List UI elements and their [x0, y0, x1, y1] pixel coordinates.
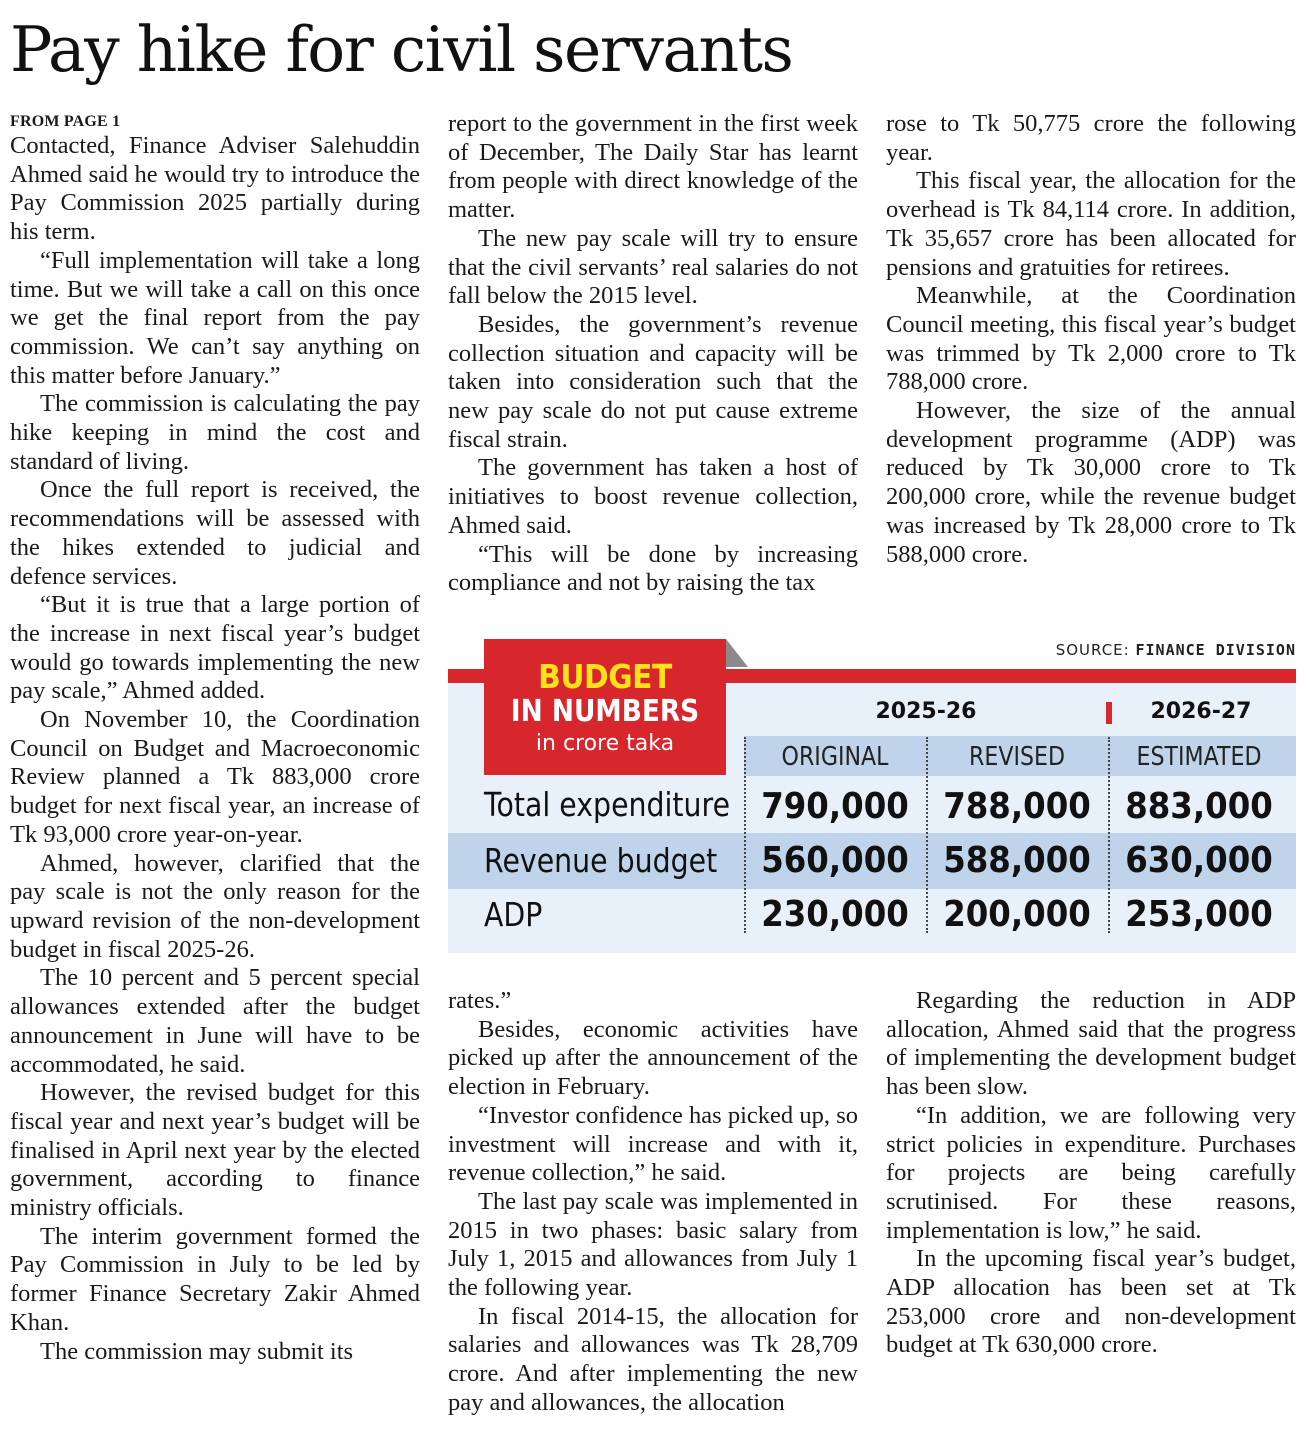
- infographic-title-line1: BUDGET: [538, 657, 672, 696]
- value-revenue-revised: 588,000: [943, 840, 1091, 881]
- paragraph: “But it is true that a large portion of the increase in next fiscal year’s budget would go towards implementing the new pay scale,” Ahmed added.: [10, 591, 420, 705]
- value-total-estimated: 883,000: [1125, 786, 1273, 827]
- column-header-estimated: ESTIMATED: [1136, 742, 1262, 772]
- paragraph: The new pay scale will try to ensure that the civil servants’ real salaries do not fall below the 2015 level.: [448, 224, 858, 310]
- paragraph: The interim government formed the Pay Commission in July to be led by former Finance Secretary Zakir Ahmed Khan.: [10, 1222, 420, 1336]
- column-divider: [926, 737, 928, 933]
- paragraph: Meanwhile, at the Coordination Council meeting, this fiscal year’s budget was trimmed by Tk 2,000 crore to Tk 788,000 crore.: [886, 282, 1296, 396]
- tab-fold-shadow: [726, 639, 748, 667]
- paragraph: In the upcoming fiscal year’s budget, ADP allocation has been set at Tk 253,000 crore and non-development budget at Tk 630,000 crore.: [886, 1245, 1296, 1359]
- year-2026-27: 2026-27: [1150, 699, 1252, 724]
- year-2025-26: 2025-26: [875, 699, 977, 724]
- column-divider: [744, 737, 746, 933]
- value-adp-original: 230,000: [761, 894, 909, 935]
- paragraph: The last pay scale was implemented in 2015 in two phases: basic salary from July 1, 2015 and allowances from July 1 the following year.: [448, 1187, 858, 1302]
- article-column-1: [10, 112, 420, 1366]
- paragraph: rates.”: [448, 987, 512, 1014]
- value-adp-revised: 200,000: [943, 894, 1091, 935]
- column-divider: [1108, 737, 1110, 933]
- paragraph: The 10 percent and 5 percent special allowances extended after the budget announcement in June will have to be accommodated, he said.: [10, 964, 420, 1078]
- paragraph: rose to Tk 50,775 crore the following year.: [886, 110, 1296, 166]
- column-header-revised: REVISED: [969, 742, 1065, 772]
- kicker: FROM PAGE 1: [10, 113, 121, 130]
- paragraph: “Full implementation will take a long time. But we will take a call on this once we get the final report from the pay commission. We can’t say anything on this matter before January.”: [10, 246, 420, 389]
- paragraph: However, the revised budget for this fiscal year and next year’s budget will be finalised in April next year by the elected government, according to finance ministry officials.: [10, 1079, 420, 1222]
- paragraph: However, the size of the annual development programme (ADP) was reduced by Tk 30,000 crore to Tk 200,000 crore, while the revenue budget was increased by Tk 28,000 crore to Tk 588,000 crore.: [886, 397, 1296, 568]
- article-column-2-top: [448, 110, 858, 598]
- paragraph: “Investor confidence has picked up, so investment will increase and with it, revenue collection,” he said.: [448, 1101, 858, 1187]
- paragraph: Regarding the reduction in ADP allocation, Ahmed said that the progress of implementing the development budget has been slow.: [886, 987, 1296, 1101]
- paragraph: In fiscal 2014-15, the allocation for salaries and allowances was Tk 28,709 crore. And after implementing the new pay and allowances, the allocation: [448, 1302, 858, 1416]
- paragraph: Contacted, Finance Adviser Salehuddin Ahmed said he would try to introduce the Pay Commission 2025 partially during his term.: [10, 132, 420, 246]
- article-column-3-bottom: [886, 987, 1296, 1360]
- row-label-total-expenditure: Total expenditure: [484, 785, 731, 824]
- row-label-adp: ADP: [484, 895, 543, 934]
- headline: Pay hike for civil servants: [10, 13, 793, 86]
- paragraph: The commission may submit its: [40, 1337, 354, 1365]
- budget-infographic: [448, 637, 1296, 953]
- paragraph: The government has taken a host of initiatives to boost revenue collection, Ahmed said.: [448, 454, 858, 539]
- paragraph: report to the government in the first week of December, The Daily Star has learnt from people with direct knowledge of the matter.: [448, 110, 858, 224]
- source-name: FINANCE DIVISION: [1135, 641, 1296, 659]
- infographic-unit: in crore taka: [535, 731, 675, 756]
- article-column-2-bottom: [448, 987, 858, 1418]
- column-header-original: ORIGINAL: [781, 742, 889, 772]
- row-label-revenue-budget: Revenue budget: [484, 841, 718, 880]
- infographic-title-tab: [484, 639, 726, 775]
- value-revenue-original: 560,000: [761, 840, 909, 881]
- source-credit: SOURCE: FINANCE DIVISION: [1055, 641, 1296, 659]
- paragraph: “In addition, we are following very strict policies in expenditure. Purchases for projects are being carefully scrutinised. For these reasons, implementation is low,” he said.: [886, 1101, 1296, 1244]
- value-total-original: 790,000: [761, 786, 909, 827]
- paragraph: Besides, the government’s revenue collection situation and capacity will be taken into consideration such that the new pay scale do not put cause extreme fiscal strain.: [448, 310, 858, 453]
- value-revenue-estimated: 630,000: [1125, 840, 1273, 881]
- paragraph: This fiscal year, the allocation for the overhead is Tk 84,114 crore. In addition, Tk 35,657 crore has been allocated for pensions and gratuities for retirees.: [886, 167, 1296, 281]
- paragraph: Once the full report is received, the recommendations will be assessed with the hikes extended to judicial and defence services.: [10, 476, 420, 590]
- paragraph: “This will be done by increasing compliance and not by raising the tax: [448, 540, 858, 597]
- value-adp-estimated: 253,000: [1125, 894, 1273, 935]
- value-total-revised: 788,000: [943, 786, 1091, 827]
- paragraph: On November 10, the Coordination Council on Budget and Macroeconomic Review planned a Tk 883,000 crore budget for next fiscal year, an increase of Tk 93,000 crore year-on-year.: [10, 706, 420, 848]
- paragraph: Besides, economic activities have picked up after the announcement of the election in February.: [448, 1015, 858, 1101]
- article-column-3-top: [886, 110, 1296, 569]
- infographic-title-line2: IN NUMBERS: [510, 694, 700, 729]
- paragraph: The commission is calculating the pay hike keeping in mind the cost and standard of living.: [10, 390, 420, 475]
- paragraph: Ahmed, however, clarified that the pay scale is not the only reason for the upward revision of the non-development budget in fiscal 2025-26.: [10, 849, 420, 963]
